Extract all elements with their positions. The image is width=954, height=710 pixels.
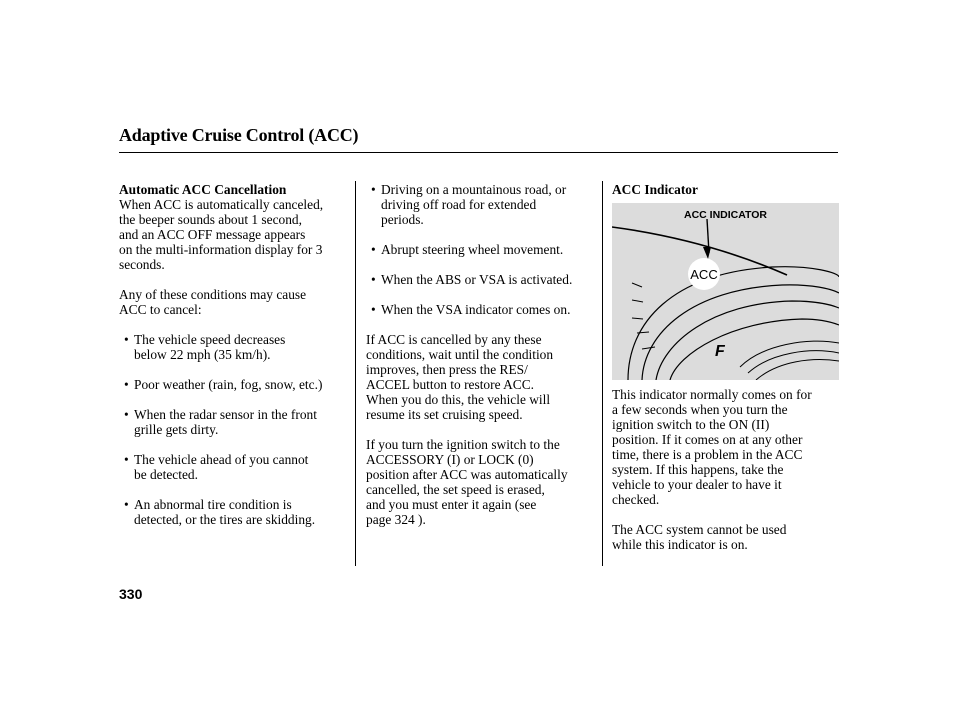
paragraph-line: conditions, wait until the condition (366, 347, 554, 362)
bullet-icon: • (371, 302, 376, 317)
right-column-body (612, 387, 842, 552)
heading-rule (119, 152, 838, 153)
column-divider-right (602, 181, 603, 566)
paragraph-line: cancelled, the set speed is erased, (366, 482, 545, 497)
bullet-line: grille gets dirty. (134, 422, 219, 437)
lead-line: Any of these conditions may cause (119, 287, 307, 302)
bullet-icon: • (124, 332, 129, 347)
bullet-line: When the radar sensor in the front (134, 407, 317, 422)
list-item (119, 407, 351, 437)
list-item (119, 452, 351, 482)
paragraph-line: and you must enter it again (see (366, 497, 537, 512)
bullet-line: When the VSA indicator comes on. (381, 302, 571, 317)
paragraph-line: position after ACC was automatically (366, 467, 568, 482)
paragraph-line: while this indicator is on. (612, 537, 748, 552)
paragraph-line: ignition switch to the ON (II) (612, 417, 770, 432)
bullet-line: detected, or the tires are skidding. (134, 512, 316, 527)
bullet-icon: • (124, 452, 129, 467)
paragraph-line: If ACC is cancelled by any these (366, 332, 542, 347)
bullet-icon: • (371, 272, 376, 287)
section-title-acc-cancellation: Automatic ACC Cancellation (119, 182, 287, 197)
middle-column (366, 182, 598, 527)
intro-line: the beeper sounds about 1 second, (119, 212, 302, 227)
list-item (119, 377, 351, 392)
acc-indicator-figure (612, 203, 839, 380)
bullet-line: The vehicle ahead of you cannot (134, 452, 309, 467)
figure-caption: ACC INDICATOR (683, 209, 768, 221)
bullet-icon: • (124, 497, 129, 512)
bullet-line: periods. (381, 212, 424, 227)
paragraph-line: vehicle to your dealer to have it (612, 477, 782, 492)
fuel-full-mark: F (715, 343, 725, 360)
paragraph-line: a few seconds when you turn the (612, 402, 788, 417)
list-item (366, 272, 598, 287)
column-divider-left (355, 181, 356, 566)
bullet-line: be detected. (134, 467, 198, 482)
paragraph-line: position. If it comes on at any other (612, 432, 803, 447)
paragraph-line: If you turn the ignition switch to the (366, 437, 560, 452)
intro-line: seconds. (119, 257, 165, 272)
paragraph-line: time, there is a problem in the ACC (612, 447, 803, 462)
paragraph-line: When you do this, the vehicle will (366, 392, 551, 407)
intro-line: and an ACC OFF message appears (119, 227, 306, 242)
page-title: Adaptive Cruise Control (ACC) (119, 125, 359, 145)
paragraph-line: improves, then press the RES/ (366, 362, 528, 377)
bullet-icon: • (371, 242, 376, 257)
paragraph-line: ACCESSORY (I) or LOCK (0) (366, 452, 534, 467)
list-item (366, 242, 598, 257)
bullet-icon: • (124, 407, 129, 422)
list-item (119, 332, 351, 362)
bullet-line: driving off road for extended (381, 197, 537, 212)
paragraph-line: The ACC system cannot be used (612, 522, 787, 537)
bullet-line: Abrupt steering wheel movement. (381, 242, 564, 257)
bullet-line: The vehicle speed decreases (134, 332, 286, 347)
bullet-line: below 22 mph (35 km/h). (134, 347, 271, 362)
acc-indicator-icon (688, 258, 720, 290)
bullet-line: Driving on a mountainous road, or (381, 182, 567, 197)
list-item (119, 497, 351, 527)
section-title-acc-indicator: ACC Indicator (612, 182, 698, 197)
acc-lamp-label: ACC (690, 266, 718, 282)
paragraph-line: resume its set cruising speed. (366, 407, 523, 422)
intro-line: on the multi-information display for 3 (119, 242, 323, 257)
paragraph-line: ACCEL button to restore ACC. (366, 377, 534, 392)
page-number: 330 (119, 586, 143, 602)
bullet-icon: • (371, 182, 376, 197)
lead-line: ACC to cancel: (119, 302, 202, 317)
list-item (366, 182, 598, 227)
paragraph-line: This indicator normally comes on for (612, 387, 812, 402)
list-item (366, 302, 598, 317)
instrument-cluster-illustration (612, 203, 839, 380)
bullet-icon: • (124, 377, 129, 392)
paragraph-line: system. If this happens, take the (612, 462, 784, 477)
bullet-line: Poor weather (rain, fog, snow, etc.) (134, 377, 323, 392)
paragraph-line: page 324 ). (366, 512, 426, 527)
paragraph-line: checked. (612, 492, 660, 507)
right-column (612, 182, 842, 197)
left-column (119, 182, 351, 527)
intro-line: When ACC is automatically canceled, (119, 197, 324, 212)
bullet-line: When the ABS or VSA is activated. (381, 272, 573, 287)
bullet-line: An abnormal tire condition is (134, 497, 292, 512)
